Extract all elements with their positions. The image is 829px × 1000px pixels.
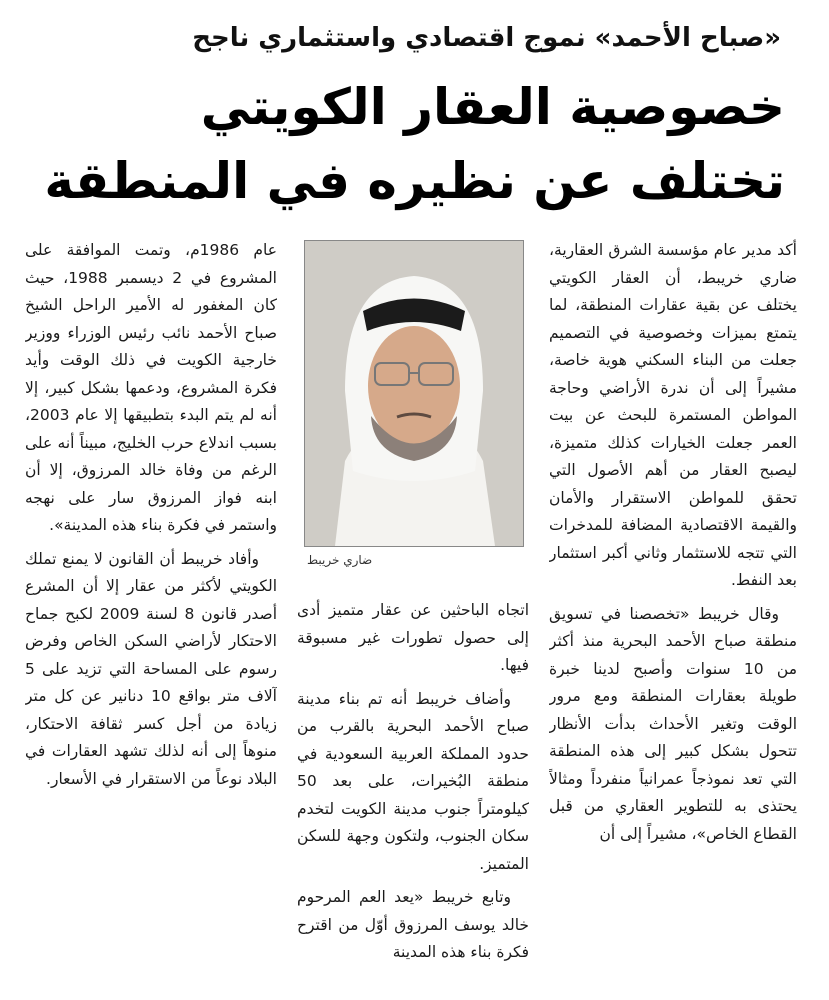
- headline-line-2: تختلف عن نظيره في المنطقة: [44, 152, 785, 210]
- paragraph: وقال خريبط «تخصصنا في تسويق منطقة صباح الأحمد البحرية منذ أكثر من 10 سنوات وأصبح لدينا خبرة طويلة بعقارات المنطقة ومع مرور الوقت وتغير الأحداث بدأت الأنظار تتحول بشكل كبير إلى هذه المنطقة التي تعد نموذجاً عمرانياً منفرداً ومثالاً يحتذى به للتطوير العقاري من قبل القطاع الخاص»، مشيراً إلى أن: [549, 604, 797, 843]
- article-kicker: «صباح الأحمد» نموج اقتصادي واستثماري ناجح: [192, 23, 781, 53]
- headline-line-1: خصوصية العقار الكويتي: [200, 78, 785, 136]
- photo-caption: ضاري خريبط: [307, 553, 373, 567]
- paragraph: وتابع خريبط «يعد العم المرحوم خالد يوسف المرزوق أوّل من اقترح فكرة بناء هذه المدينة: [297, 888, 529, 961]
- paragraph: أكد مدير عام مؤسسة الشرق العقارية، ضاري خريبط، أن العقار الكويتي يختلف عن بقية عقارات المنطقة، لما يتمتع بميزات وخصوصية في التصميم جعلت من البناء السكني هوية خاصة، مشيراً إلى أن ندرة الأراضي وحاجة المواطن المستمرة للبحث عن بيت العمر جعلت الخيارات كذلك متميزة، ليصبح العقار من أهم الأصول التي تحقق للمواطن الاستقرار والأمان والقيمة الاقتصادية المضافة للمدخرات التي تتجه للاستثمار وثاني أكبر استثمار بعد النفط.: [549, 241, 797, 589]
- paragraph: وأفاد خريبط أن القانون لا يمنع تملك الكويتي لأكثر من عقار إلا أن المشرع أصدر قانون 8 لسنة 2009 لكبح جماح الاحتكار لأراضي السكن الخاص وفرض رسوم على المساحة التي تزيد على 5 آلاف متر بواقع 10 دنانير عن كل متر زيادة من أجل كسر ثقافة الاحتكار، منوهاً إلى أنه لذلك تشهد العقارات في البلاد نوعاً من الاستقرار في الأسعار.: [25, 549, 277, 788]
- man-portrait-icon: [305, 241, 523, 546]
- portrait-photo: [304, 240, 524, 547]
- paragraph: وأضاف خريبط أنه تم بناء مدينة صباح الأحمد البحرية بالقرب من حدود المملكة العربية السعودية في منطقة البُخيرات، على بعد 50 كيلومتراً جنوب مدينة الكويت لتخدم سكان الجنوب، ولتكون وجهة للسكن المتميز.: [297, 689, 529, 873]
- article-column-middle: [297, 597, 529, 1000]
- paragraph: عام 1986م، وتمت الموافقة على المشروع في 2 ديسمبر 1988، حيث كان المغفور له الأمير الراحل الشيخ صباح الأحمد نائب رئيس الوزراء ووزير خارجية الكويت في ذلك الوقت وأيد فكرة المشروع، ودعمها بشكل كبير، إلا أنه لم يتم البدء بتطبيقها إلا عام 2003، بسبب اندلاع حرب الخليج، مبيناً أنه على الرغم من وفاة خالد المرزوق، إلا أن ابنه فواز المرزوق سار على نهجه واستمر في فكرة بناء هذه المدينة».: [25, 241, 277, 534]
- paragraph: اتجاه الباحثين عن عقار متميز أدى إلى حصول تطورات غير مسبوقة فيها.: [297, 601, 529, 674]
- article-column-left: [25, 237, 277, 1000]
- article-column-right: [549, 237, 797, 1000]
